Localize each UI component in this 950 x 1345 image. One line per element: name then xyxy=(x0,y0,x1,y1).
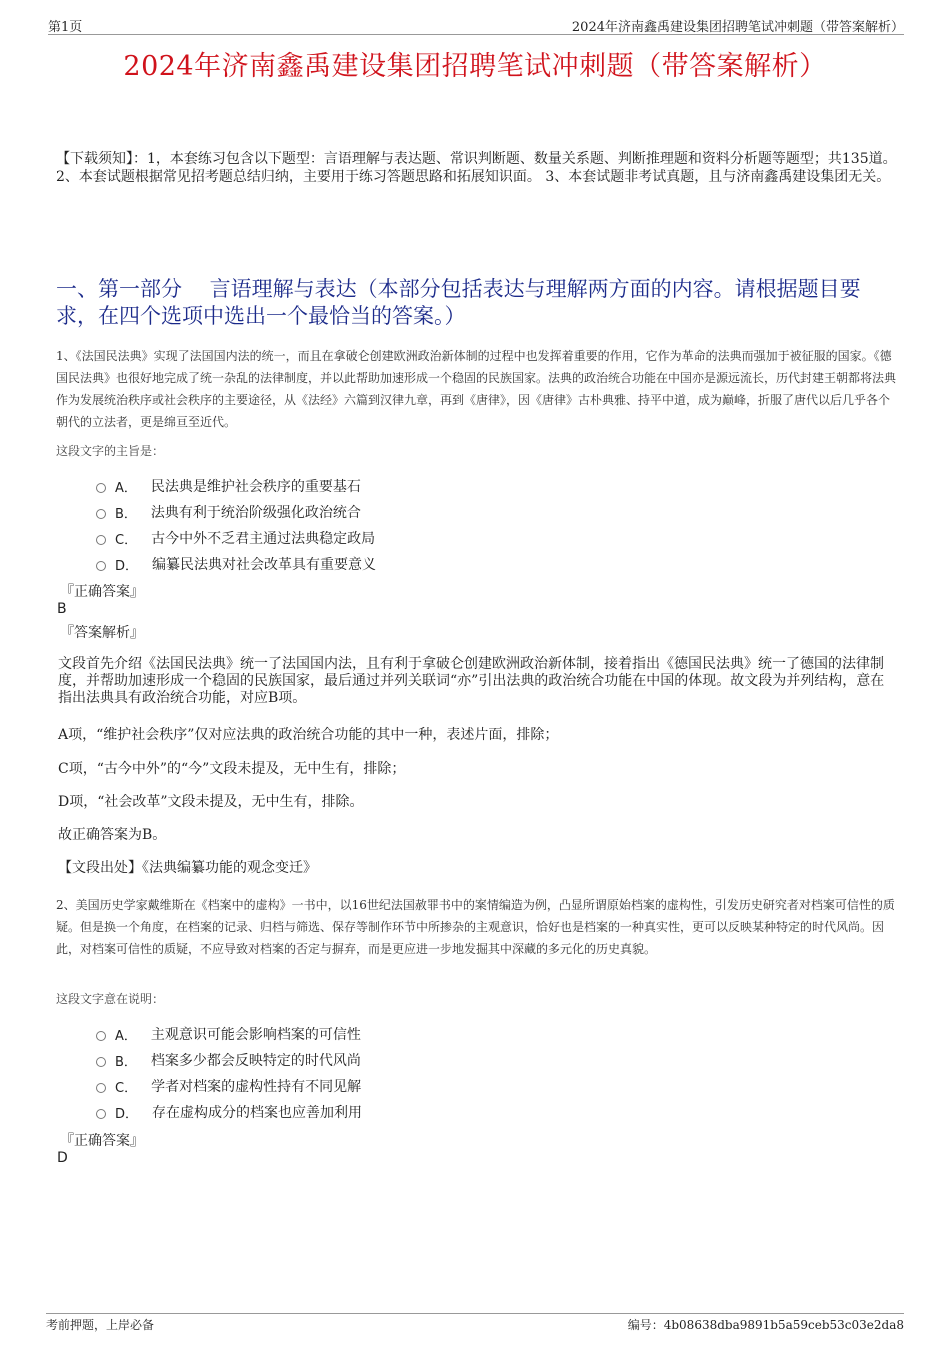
radio-icon[interactable] xyxy=(96,1083,106,1093)
option-d[interactable]: D． 编纂民法典对社会改革具有重要意义 xyxy=(96,551,376,577)
option-c[interactable]: C． 古今中外不乏君主通过法典稳定政局 xyxy=(96,525,376,551)
question-1-options xyxy=(96,473,376,577)
document-id: 编号：4b08638dba9891b5a59ceb53c03e2da8 xyxy=(627,1318,904,1332)
question-2-text: 2、美国历史学家戴维斯在《档案中的虚构》一书中，以16世纪法国赦罪书中的案情编造为例，凸显所谓原始档案的虚构性，引发历史研究者对档案可信性的质疑。但是换一个角度，在档案的记录、归档与筛选、保存等制作环节中所掺杂的主观意识，恰好也是档案的一种真实性，更可以反映某种特定的时代风尚。因此，对档案可信性的质疑，不应导致对档案的否定与摒弃，而是更应进一步地发掘其中深藏的多元化的历史真貌。 xyxy=(56,898,895,956)
analysis-option-d: D项，“社会改革”文段未提及，无中生有，排除。 xyxy=(58,794,364,810)
radio-icon[interactable] xyxy=(96,561,106,571)
radio-icon[interactable] xyxy=(96,509,106,519)
correct-answer-label: 『正确答案』 xyxy=(60,584,144,600)
download-notice: 【下载须知】：1，本套练习包含以下题型：言语理解与表达题、常识判断题、数量关系题、判断推理题和资料分析题等题型；共135道。 2、本套试题根据常见招考题总结归纳，主要用于练习答题思路和拓展知识面。 3、本套试题非考试真题，且与济南鑫禹建设集团无关。 xyxy=(56,151,897,185)
radio-icon[interactable] xyxy=(96,1031,106,1041)
header-doc-title: 2024年济南鑫禹建设集团招聘笔试冲刺题（带答案解析） xyxy=(571,20,904,35)
radio-icon[interactable] xyxy=(96,535,106,545)
question-1-text: 1、《法国民法典》实现了法国国内法的统一，而且在拿破仑创建欧洲政治新体制的过程中也发挥着重要的作用，它作为革命的法典而强加于被征服的国家。《德国民法典》也很好地完成了统一杂乱的法律制度，并以此帮助加速形成一个稳固的民族国家。法典的政治统合功能在中国亦是源远流长，历代封建王朝都将法典作为发展统治秩序或社会秩序的主要途径，从《法经》六篇到汉律九章，再到《唐律》，因《唐律》古朴典雅、持平中道，成为巅峰，折服了唐代以后几乎各个朝代的立法者，更是绵亘至近代。 xyxy=(56,349,897,429)
page-footer xyxy=(46,1313,904,1334)
page-header xyxy=(48,14,904,35)
question-2-prompt: 这段文字意在说明： xyxy=(56,992,165,1006)
analysis-conclusion: 故正确答案为B。 xyxy=(58,827,167,843)
option-b[interactable]: B． 法典有利于统治阶级强化政治统合 xyxy=(96,499,376,525)
correct-answer: B xyxy=(57,601,67,617)
option-b[interactable]: B． 档案多少都会反映特定的时代风尚 xyxy=(96,1047,362,1073)
document-title: 2024年济南鑫禹建设集团招聘笔试冲刺题（带答案解析） xyxy=(123,51,827,82)
analysis-paragraph: 文段首先介绍《法国民法典》统一了法国国内法，且有利于拿破仑创建欧洲政治新体制，接着指出《德国民法典》统一了德国的法律制度，并帮助加速形成一个稳固的民族国家，最后通过并列关联词“亦”引出法典的政治统合功能在中国的体现。故文段为并列结构，意在指出法典具有政治统合功能，对应B项。 xyxy=(58,656,885,706)
radio-icon[interactable] xyxy=(96,1109,106,1119)
radio-icon[interactable] xyxy=(96,1057,106,1067)
option-a[interactable]: A． 主观意识可能会影响档案的可信性 xyxy=(96,1021,362,1047)
option-d[interactable]: D． 存在虚构成分的档案也应善加利用 xyxy=(96,1099,362,1125)
analysis-label: 『答案解析』 xyxy=(60,625,144,641)
text-source: 【文段出处】《法典编纂功能的观念变迁》 xyxy=(58,860,317,876)
correct-answer-label: 『正确答案』 xyxy=(60,1133,144,1149)
analysis-option-a: A项，“维护社会秩序”仅对应法典的政治统合功能的其中一种，表述片面，排除； xyxy=(58,727,559,743)
page-number: 第1页 xyxy=(48,20,83,35)
question-1-prompt: 这段文字的主旨是： xyxy=(56,444,165,458)
footer-slogan: 考前押题，上岸必备 xyxy=(46,1318,155,1332)
radio-icon[interactable] xyxy=(96,483,106,493)
option-a[interactable]: A． 民法典是维护社会秩序的重要基石 xyxy=(96,473,376,499)
analysis-option-c: C项，“古今中外”的“今”文段未提及，无中生有，排除； xyxy=(58,761,406,777)
correct-answer: D xyxy=(57,1150,68,1166)
question-2-options xyxy=(96,1021,362,1125)
section-heading: 一、第一部分 言语理解与表达（本部分包括表达与理解两方面的内容。请根据题目要求，在四个选项中选出一个最恰当的答案。） xyxy=(56,277,861,328)
option-c[interactable]: C． 学者对档案的虚构性持有不同见解 xyxy=(96,1073,362,1099)
